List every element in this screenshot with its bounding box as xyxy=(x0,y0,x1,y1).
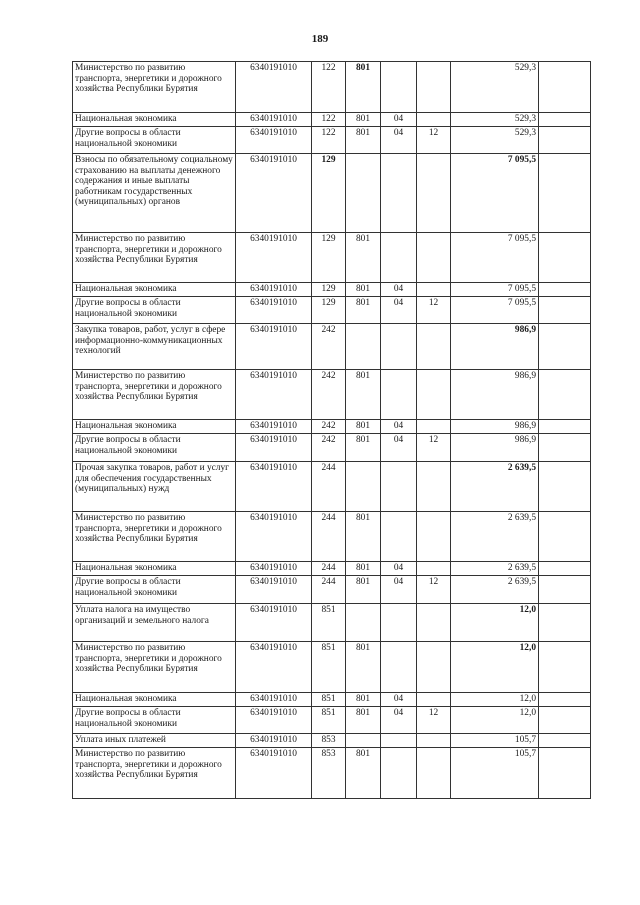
table-row xyxy=(73,707,591,734)
row-rz-cell: 04 xyxy=(381,127,417,154)
row-pr-cell: 12 xyxy=(417,707,451,734)
row-csr-cell: 6340191010 xyxy=(236,154,312,233)
row-pr-cell xyxy=(417,562,451,576)
row-empty-cell xyxy=(539,562,591,576)
row-rz-cell: 04 xyxy=(381,113,417,127)
row-grbs-cell: 801 xyxy=(346,283,381,297)
row-csr-cell: 6340191010 xyxy=(236,642,312,693)
row-name-cell: Уплата налога на имущество организаций и земельного налога xyxy=(73,604,236,642)
row-grbs-cell: 801 xyxy=(346,127,381,154)
row-sum-cell: 7 095,5 xyxy=(451,297,539,324)
row-empty-cell xyxy=(539,707,591,734)
row-vr-cell: 851 xyxy=(312,642,346,693)
budget-table xyxy=(72,61,591,799)
row-grbs-cell xyxy=(346,604,381,642)
row-empty-cell xyxy=(539,283,591,297)
row-csr-cell: 6340191010 xyxy=(236,576,312,604)
table-row xyxy=(73,154,591,233)
row-vr-cell: 244 xyxy=(312,576,346,604)
row-pr-cell xyxy=(417,233,451,283)
row-sum-cell: 529,3 xyxy=(451,127,539,154)
table-row xyxy=(73,420,591,434)
row-sum-cell: 529,3 xyxy=(451,62,539,113)
row-pr-cell xyxy=(417,512,451,562)
table-row xyxy=(73,62,591,113)
table-row xyxy=(73,324,591,370)
row-csr-cell: 6340191010 xyxy=(236,748,312,799)
table-row xyxy=(73,113,591,127)
row-pr-cell xyxy=(417,604,451,642)
table-row xyxy=(73,370,591,420)
row-csr-cell: 6340191010 xyxy=(236,297,312,324)
row-rz-cell: 04 xyxy=(381,434,417,462)
row-csr-cell: 6340191010 xyxy=(236,113,312,127)
row-csr-cell: 6340191010 xyxy=(236,434,312,462)
row-empty-cell xyxy=(539,62,591,113)
table-row xyxy=(73,434,591,462)
row-csr-cell: 6340191010 xyxy=(236,512,312,562)
row-name-cell: Прочая закупка товаров, работ и услуг для обеспечения государственных (муниципальных) нужд xyxy=(73,462,236,512)
table-row xyxy=(73,297,591,324)
row-vr-cell: 853 xyxy=(312,734,346,748)
row-grbs-cell: 801 xyxy=(346,113,381,127)
row-name-cell: Другие вопросы в области национальной экономики xyxy=(73,707,236,734)
row-sum-cell: 986,9 xyxy=(451,324,539,370)
row-empty-cell xyxy=(539,127,591,154)
row-rz-cell xyxy=(381,734,417,748)
row-pr-cell xyxy=(417,370,451,420)
row-vr-cell: 129 xyxy=(312,154,346,233)
row-name-cell: Национальная экономика xyxy=(73,283,236,297)
row-vr-cell: 244 xyxy=(312,562,346,576)
row-empty-cell xyxy=(539,512,591,562)
row-vr-cell: 244 xyxy=(312,462,346,512)
table-row xyxy=(73,562,591,576)
row-pr-cell: 12 xyxy=(417,434,451,462)
row-empty-cell xyxy=(539,324,591,370)
table-row xyxy=(73,127,591,154)
row-sum-cell: 986,9 xyxy=(451,434,539,462)
row-name-cell: Министерство по развитию транспорта, энергетики и дорожного хозяйства Республики Бурятия xyxy=(73,233,236,283)
row-name-cell: Министерство по развитию транспорта, энергетики и дорожного хозяйства Республики Бурятия xyxy=(73,642,236,693)
row-pr-cell xyxy=(417,283,451,297)
row-rz-cell xyxy=(381,233,417,283)
budget-table-body xyxy=(73,62,591,799)
row-csr-cell: 6340191010 xyxy=(236,734,312,748)
row-grbs-cell: 801 xyxy=(346,233,381,283)
row-name-cell: Национальная экономика xyxy=(73,420,236,434)
row-name-cell: Министерство по развитию транспорта, энергетики и дорожного хозяйства Республики Бурятия xyxy=(73,512,236,562)
row-pr-cell xyxy=(417,748,451,799)
row-csr-cell: 6340191010 xyxy=(236,462,312,512)
row-empty-cell xyxy=(539,604,591,642)
row-empty-cell xyxy=(539,693,591,707)
row-rz-cell xyxy=(381,462,417,512)
row-name-cell: Другие вопросы в области национальной экономики xyxy=(73,576,236,604)
row-vr-cell: 851 xyxy=(312,604,346,642)
row-grbs-cell: 801 xyxy=(346,642,381,693)
row-sum-cell: 986,9 xyxy=(451,420,539,434)
row-sum-cell: 12,0 xyxy=(451,707,539,734)
row-csr-cell: 6340191010 xyxy=(236,420,312,434)
row-grbs-cell: 801 xyxy=(346,748,381,799)
row-grbs-cell: 801 xyxy=(346,512,381,562)
table-row xyxy=(73,693,591,707)
row-name-cell: Министерство по развитию транспорта, энергетики и дорожного хозяйства Республики Бурятия xyxy=(73,62,236,113)
row-pr-cell: 12 xyxy=(417,576,451,604)
row-rz-cell: 04 xyxy=(381,576,417,604)
row-empty-cell xyxy=(539,297,591,324)
row-empty-cell xyxy=(539,420,591,434)
row-pr-cell xyxy=(417,113,451,127)
row-sum-cell: 7 095,5 xyxy=(451,154,539,233)
row-sum-cell: 105,7 xyxy=(451,748,539,799)
row-rz-cell xyxy=(381,642,417,693)
row-name-cell: Закупка товаров, работ, услуг в сфере информационно-коммуникационных технологий xyxy=(73,324,236,370)
row-grbs-cell: 801 xyxy=(346,420,381,434)
row-rz-cell xyxy=(381,512,417,562)
table-row xyxy=(73,462,591,512)
row-vr-cell: 129 xyxy=(312,283,346,297)
row-empty-cell xyxy=(539,734,591,748)
row-rz-cell: 04 xyxy=(381,283,417,297)
row-empty-cell xyxy=(539,434,591,462)
row-empty-cell xyxy=(539,370,591,420)
row-vr-cell: 122 xyxy=(312,113,346,127)
row-csr-cell: 6340191010 xyxy=(236,127,312,154)
row-vr-cell: 851 xyxy=(312,707,346,734)
row-name-cell: Министерство по развитию транспорта, энергетики и дорожного хозяйства Республики Бурятия xyxy=(73,370,236,420)
row-grbs-cell: 801 xyxy=(346,297,381,324)
row-csr-cell: 6340191010 xyxy=(236,62,312,113)
row-pr-cell xyxy=(417,62,451,113)
table-row xyxy=(73,576,591,604)
row-rz-cell: 04 xyxy=(381,693,417,707)
row-pr-cell xyxy=(417,420,451,434)
row-sum-cell: 12,0 xyxy=(451,604,539,642)
row-grbs-cell: 801 xyxy=(346,693,381,707)
row-empty-cell xyxy=(539,233,591,283)
row-vr-cell: 242 xyxy=(312,324,346,370)
row-name-cell: Другие вопросы в области национальной экономики xyxy=(73,297,236,324)
row-vr-cell: 129 xyxy=(312,297,346,324)
row-empty-cell xyxy=(539,748,591,799)
row-vr-cell: 242 xyxy=(312,420,346,434)
table-row xyxy=(73,604,591,642)
row-csr-cell: 6340191010 xyxy=(236,707,312,734)
row-empty-cell xyxy=(539,462,591,512)
row-empty-cell xyxy=(539,113,591,127)
row-name-cell: Другие вопросы в области национальной экономики xyxy=(73,434,236,462)
row-vr-cell: 851 xyxy=(312,693,346,707)
row-pr-cell xyxy=(417,642,451,693)
row-pr-cell: 12 xyxy=(417,127,451,154)
row-rz-cell xyxy=(381,370,417,420)
row-grbs-cell: 801 xyxy=(346,707,381,734)
row-sum-cell: 12,0 xyxy=(451,693,539,707)
row-sum-cell: 7 095,5 xyxy=(451,283,539,297)
row-vr-cell: 244 xyxy=(312,512,346,562)
row-sum-cell: 2 639,5 xyxy=(451,576,539,604)
row-name-cell: Национальная экономика xyxy=(73,693,236,707)
row-grbs-cell xyxy=(346,462,381,512)
row-rz-cell xyxy=(381,62,417,113)
row-empty-cell xyxy=(539,576,591,604)
row-sum-cell: 7 095,5 xyxy=(451,233,539,283)
row-csr-cell: 6340191010 xyxy=(236,562,312,576)
row-rz-cell: 04 xyxy=(381,562,417,576)
row-pr-cell xyxy=(417,324,451,370)
row-empty-cell xyxy=(539,642,591,693)
row-pr-cell: 12 xyxy=(417,297,451,324)
row-sum-cell: 105,7 xyxy=(451,734,539,748)
row-sum-cell: 529,3 xyxy=(451,113,539,127)
row-csr-cell: 6340191010 xyxy=(236,693,312,707)
table-row xyxy=(73,233,591,283)
row-rz-cell: 04 xyxy=(381,297,417,324)
row-grbs-cell: 801 xyxy=(346,62,381,113)
table-row xyxy=(73,748,591,799)
row-vr-cell: 242 xyxy=(312,434,346,462)
row-rz-cell xyxy=(381,154,417,233)
row-rz-cell xyxy=(381,604,417,642)
row-vr-cell: 129 xyxy=(312,233,346,283)
row-pr-cell xyxy=(417,154,451,233)
row-sum-cell: 12,0 xyxy=(451,642,539,693)
row-csr-cell: 6340191010 xyxy=(236,324,312,370)
row-sum-cell: 986,9 xyxy=(451,370,539,420)
row-grbs-cell xyxy=(346,734,381,748)
table-row xyxy=(73,734,591,748)
row-vr-cell: 242 xyxy=(312,370,346,420)
row-csr-cell: 6340191010 xyxy=(236,283,312,297)
row-name-cell: Другие вопросы в области национальной экономики xyxy=(73,127,236,154)
page-number: 189 xyxy=(311,33,329,45)
row-csr-cell: 6340191010 xyxy=(236,370,312,420)
row-csr-cell: 6340191010 xyxy=(236,604,312,642)
row-rz-cell xyxy=(381,748,417,799)
row-pr-cell xyxy=(417,462,451,512)
row-rz-cell: 04 xyxy=(381,420,417,434)
row-grbs-cell: 801 xyxy=(346,562,381,576)
row-rz-cell xyxy=(381,324,417,370)
row-empty-cell xyxy=(539,154,591,233)
row-pr-cell xyxy=(417,693,451,707)
row-name-cell: Национальная экономика xyxy=(73,562,236,576)
row-grbs-cell: 801 xyxy=(346,370,381,420)
row-vr-cell: 122 xyxy=(312,62,346,113)
table-row xyxy=(73,512,591,562)
row-name-cell: Национальная экономика xyxy=(73,113,236,127)
row-grbs-cell xyxy=(346,324,381,370)
row-sum-cell: 2 639,5 xyxy=(451,512,539,562)
row-sum-cell: 2 639,5 xyxy=(451,562,539,576)
row-name-cell: Министерство по развитию транспорта, энергетики и дорожного хозяйства Республики Бурятия xyxy=(73,748,236,799)
row-name-cell: Взносы по обязательному социальному страхованию на выплаты денежного содержания и иные выплаты работникам государственных (муниципальных) органов xyxy=(73,154,236,233)
row-grbs-cell: 801 xyxy=(346,576,381,604)
row-vr-cell: 853 xyxy=(312,748,346,799)
table-row xyxy=(73,642,591,693)
row-sum-cell: 2 639,5 xyxy=(451,462,539,512)
table-row xyxy=(73,283,591,297)
row-grbs-cell: 801 xyxy=(346,434,381,462)
row-name-cell: Уплата иных платежей xyxy=(73,734,236,748)
row-pr-cell xyxy=(417,734,451,748)
row-grbs-cell xyxy=(346,154,381,233)
row-vr-cell: 122 xyxy=(312,127,346,154)
row-rz-cell: 04 xyxy=(381,707,417,734)
row-csr-cell: 6340191010 xyxy=(236,233,312,283)
